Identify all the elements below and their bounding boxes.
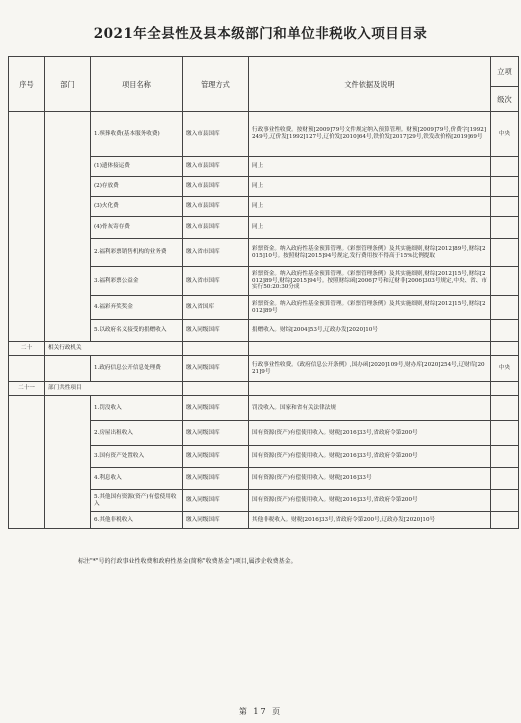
basis-cell: 同上 — [249, 197, 491, 217]
dept-cell — [45, 112, 91, 342]
management-cell: 缴入市县国库 — [183, 112, 249, 157]
header-row-top — [9, 57, 519, 87]
basis-cell: 国有资源(资产)有偿使用收入。财税[2016]33号 — [249, 468, 491, 490]
item-name-cell: (1)遗体接运费 — [91, 157, 183, 177]
level-cell: 中央 — [491, 112, 519, 157]
level-cell — [491, 296, 519, 320]
section-dept: 相关行政机关 — [45, 342, 183, 356]
management-cell: 缴入市县国库 — [183, 217, 249, 239]
item-name-cell: (3)火化费 — [91, 197, 183, 217]
header-level-top: 立项 — [491, 57, 519, 87]
header-basis: 文件依据及说明 — [249, 57, 491, 112]
item-name-cell: 1.政府信息公开信息处理费 — [91, 356, 183, 382]
section-seq: 二十 — [9, 342, 45, 356]
level-cell — [491, 157, 519, 177]
basis-cell: 同上 — [249, 217, 491, 239]
section-level — [491, 342, 519, 356]
basis-cell: 国有资源(资产)有偿使用收入。财税[2016]33号,省政府令第200号 — [249, 421, 491, 446]
management-cell: 缴入同级国库 — [183, 446, 249, 468]
section-level — [491, 382, 519, 396]
level-cell — [491, 490, 519, 512]
item-name-cell: 2.福利彩票销售机构的业务费 — [91, 239, 183, 267]
item-name-cell: 3.福利彩票公益金 — [91, 267, 183, 296]
level-cell — [491, 512, 519, 529]
management-cell: 缴入同级国库 — [183, 512, 249, 529]
basis-cell: 行政事业性收费。按财预[2009]79号文件规定纳入预算管理。财预[2009]79号,价费字[1992]249号,辽价发[1992]127号,辽价发[2010]64号,铁价发[2017]29号,铁发改价格[2019]69号 — [249, 112, 491, 157]
header-item: 项目名称 — [91, 57, 183, 112]
level-cell — [491, 177, 519, 197]
section-row — [9, 342, 519, 356]
management-cell: 缴入省市国库 — [183, 239, 249, 267]
dept-cell — [45, 356, 91, 382]
dept-cell — [45, 396, 91, 529]
header-mgmt: 管理方式 — [183, 57, 249, 112]
level-cell — [491, 396, 519, 421]
table-row — [9, 112, 519, 157]
seq-cell — [9, 396, 45, 529]
basis-cell: 同上 — [249, 157, 491, 177]
level-cell — [491, 468, 519, 490]
section-basis — [249, 342, 491, 356]
basis-cell: 国有资源(资产)有偿使用收入。财税[2016]33号,省政府令第200号 — [249, 490, 491, 512]
item-name-cell: 2.房屋出租收入 — [91, 421, 183, 446]
item-name-cell: 6.其他非税收入 — [91, 512, 183, 529]
basis-cell: 行政事业性收费。《政府信息公开条例》,国办函[2020]109号,财办库[2020]254号,辽财库[2021]9号 — [249, 356, 491, 382]
management-cell: 缴入市县国库 — [183, 177, 249, 197]
header-level-bottom: 级次 — [491, 87, 519, 112]
header-dept: 部门 — [45, 57, 91, 112]
table-row — [9, 396, 519, 421]
item-name-cell: 1.罚没收入 — [91, 396, 183, 421]
footnote: 标注"*"号的行政事业性收费和政府性基金(简称"收费基金")项目,属涉企收费基金。 — [78, 558, 297, 565]
section-dept: 部门共性项目 — [45, 382, 183, 396]
item-name-cell: 4.福彩弃奖奖金 — [91, 296, 183, 320]
level-cell — [491, 239, 519, 267]
basis-cell: 彩票资金。纳入政府性基金预算管理。《彩票管理条例》及其实施细则,财综[2012]15号,财综[2012]89号 — [249, 296, 491, 320]
item-name-cell: (4)骨灰寄存费 — [91, 217, 183, 239]
item-name-cell: 3.国有资产处置收入 — [91, 446, 183, 468]
management-cell: 缴入同级国库 — [183, 396, 249, 421]
section-seq: 二十一 — [9, 382, 45, 396]
section-mgmt — [183, 382, 249, 396]
management-cell: 缴入同级国库 — [183, 490, 249, 512]
table-row — [9, 356, 519, 382]
header-seq: 序号 — [9, 57, 45, 112]
management-cell: 缴入市县国库 — [183, 197, 249, 217]
catalog-table — [8, 56, 519, 529]
seq-cell — [9, 356, 45, 382]
management-cell: 缴入省市国库 — [183, 267, 249, 296]
basis-cell: 国有资源(资产)有偿使用收入。财税[2016]33号,省政府令第200号 — [249, 446, 491, 468]
page-title: 2021年全县性及县本级部门和单位非税收入项目目录 — [93, 26, 428, 42]
management-cell: 缴入同级国库 — [183, 356, 249, 382]
section-row — [9, 382, 519, 396]
item-name-cell: (2)存放费 — [91, 177, 183, 197]
section-mgmt — [183, 342, 249, 356]
level-cell: 中央 — [491, 356, 519, 382]
level-cell — [491, 446, 519, 468]
page-number: 第 17 页 — [238, 707, 283, 716]
management-cell: 缴入同级国库 — [183, 468, 249, 490]
level-cell — [491, 197, 519, 217]
level-cell — [491, 217, 519, 239]
section-basis — [249, 382, 491, 396]
item-name-cell: 5.其他国有资源(资产)有偿使用收入 — [91, 490, 183, 512]
item-name-cell: 1.殡葬收费(基本服务收费) — [91, 112, 183, 157]
management-cell: 缴入市县国库 — [183, 157, 249, 177]
item-name-cell: 4.利息收入 — [91, 468, 183, 490]
basis-cell: 其他非税收入。财税[2016]33号,省政府令第200号,辽政办发[2020]10号 — [249, 512, 491, 529]
seq-cell — [9, 112, 45, 342]
basis-cell: 捐赠收入。财综[2004]53号,辽政办发[2020]10号 — [249, 320, 491, 342]
management-cell: 缴入省国库 — [183, 296, 249, 320]
basis-cell: 罚没收入。国家和省有关法律法规 — [249, 396, 491, 421]
basis-cell: 同上 — [249, 177, 491, 197]
level-cell — [491, 267, 519, 296]
level-cell — [491, 320, 519, 342]
basis-cell: 彩票资金。纳入政府性基金预算管理。《彩票管理条例》及其实施细则,财综[2012]89号,财综[2015]10号。按照财综[2015]94号规定,发行费用按不得高于15%比例提取 — [249, 239, 491, 267]
basis-cell: 彩票资金。纳入政府性基金预算管理。《彩票管理条例》及其实施细则,财综[2012]15号,财综[2012]89号,财综[2015]94号。按照财综函[2006]7号和辽财非[2006]303号规定,中央、省、市实行50:20:30分成 — [249, 267, 491, 296]
management-cell: 缴入同级国库 — [183, 421, 249, 446]
level-cell — [491, 421, 519, 446]
management-cell: 缴入同级国库 — [183, 320, 249, 342]
item-name-cell: 5.以政府名义接受的捐赠收入 — [91, 320, 183, 342]
